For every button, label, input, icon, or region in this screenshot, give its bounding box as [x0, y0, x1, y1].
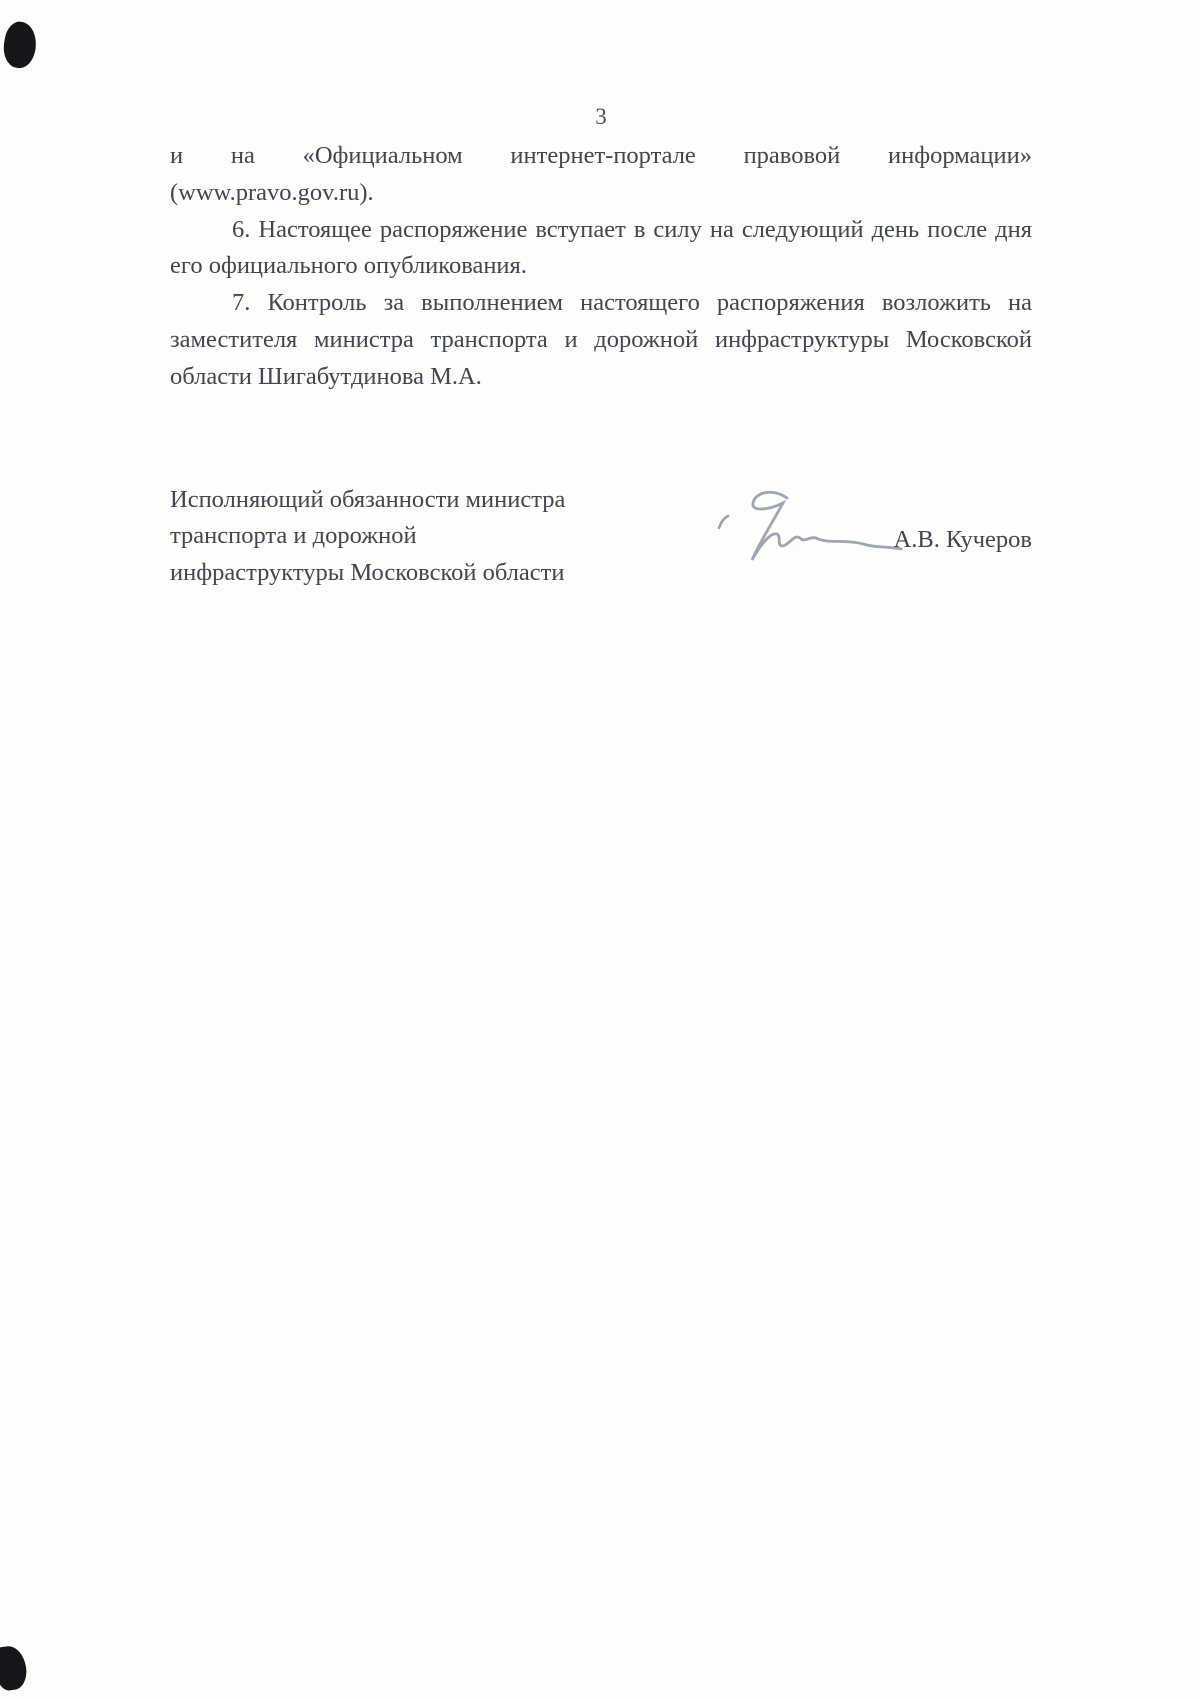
- handwritten-signature: [715, 482, 915, 592]
- signatory-title-line-2: транспорта и дорожной: [170, 522, 417, 550]
- signature-block: [170, 482, 1032, 632]
- scan-artifact-top-left: [0, 20, 40, 71]
- paragraph-publication: и на «Официальном интернет-портале правовой информации» (www.pravo.gov.ru).: [170, 142, 1032, 206]
- page-content: [170, 102, 1032, 632]
- signatory-title-line-1: Исполняющий обязанности министра: [170, 485, 566, 513]
- paragraph-item-7: 7. Контроль за выполнением настоящего распоряжения возложить на заместителя министра транспорта и дорожной инфраструктуры Московской области Шигабутдинова М.А.: [170, 289, 1032, 390]
- paragraph-item-6: 6. Настоящее распоряжение вступает в силу на следующий день после дня его официального опубликования.: [170, 215, 1032, 280]
- scan-artifact-bottom-left: [0, 1644, 29, 1692]
- signatory-name: А.В. Кучеров: [893, 525, 1032, 553]
- page-number: 3: [595, 104, 607, 129]
- signatory-title-line-3: инфраструктуры Московской области: [170, 559, 565, 587]
